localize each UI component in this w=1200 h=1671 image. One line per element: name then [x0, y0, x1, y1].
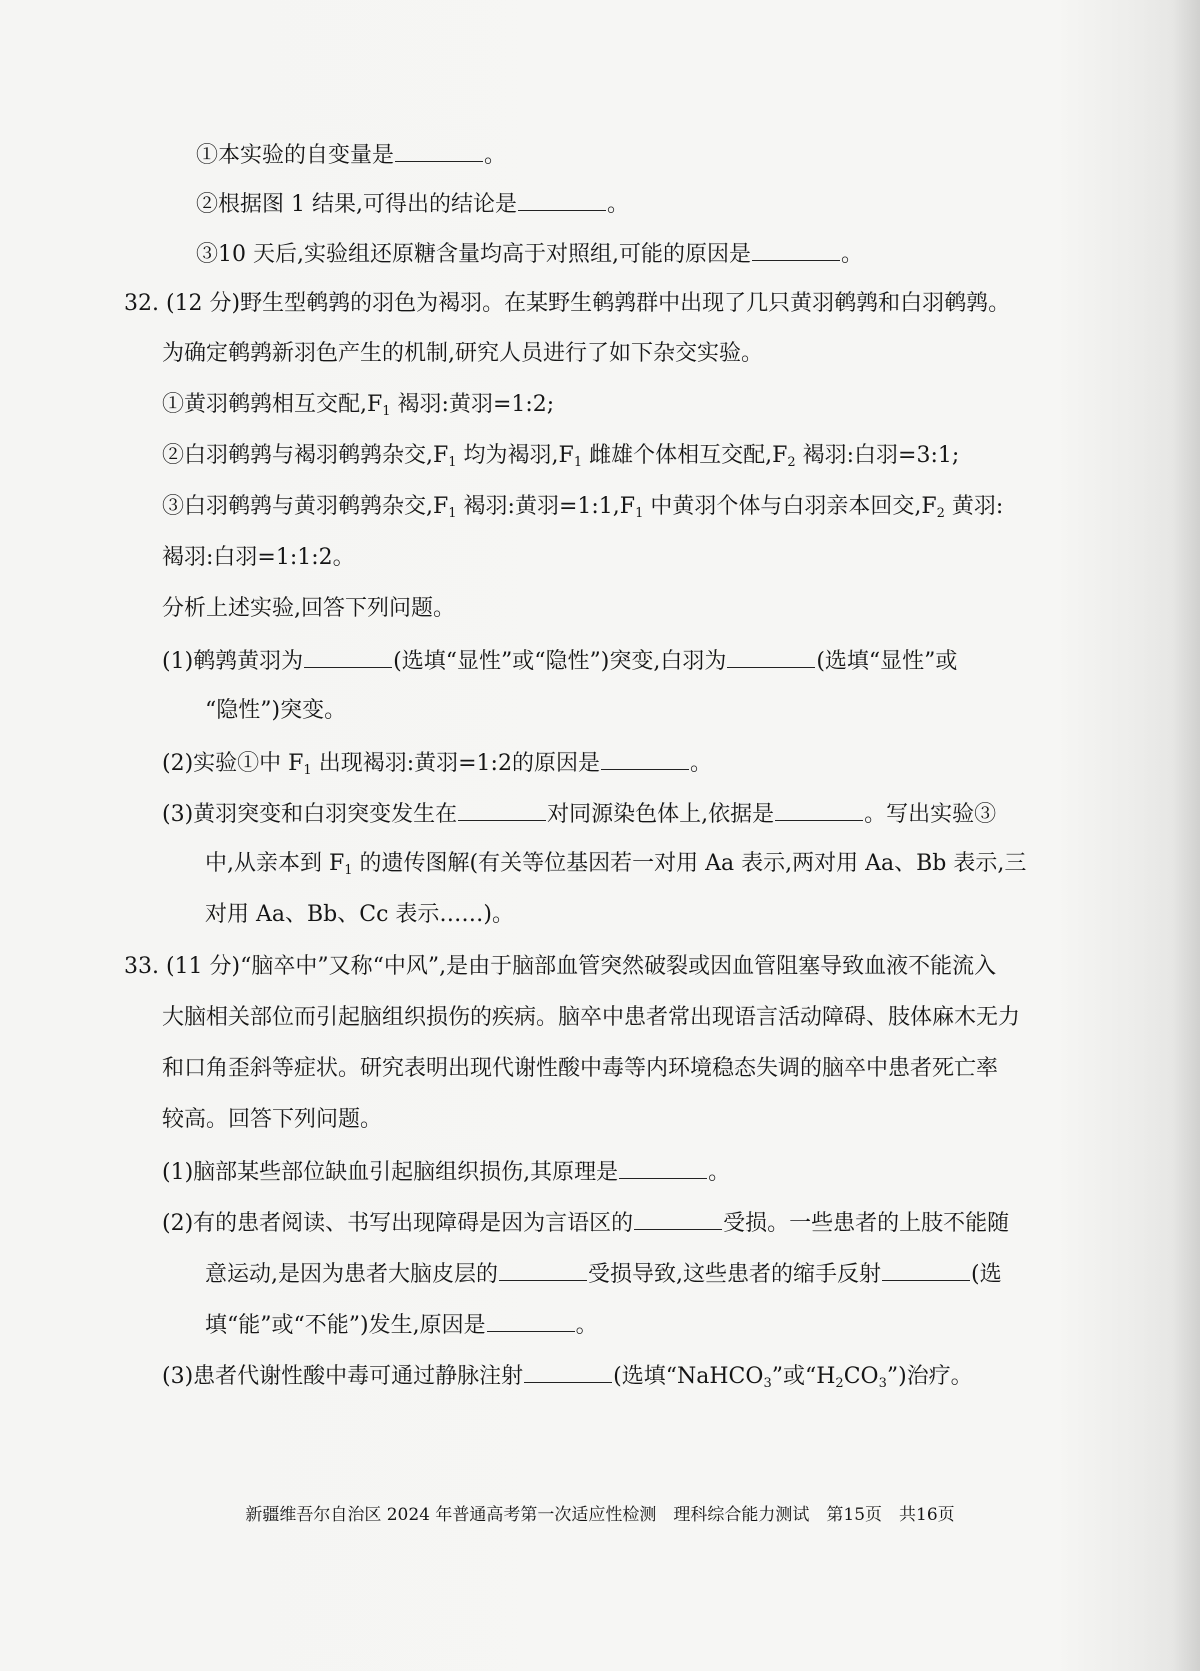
page-edge-shadow [1172, 0, 1200, 1671]
q32-experiment-2: ②白羽鹌鹑与褐羽鹌鹑杂交$,F_1$ 均为褐羽$,F_1$ 雌雄个体相互交配$,F_2$ 褐羽:白羽=3:1; [162, 443, 960, 470]
q32-experiment-3-cont: 褐羽:白羽=1:1:2。 [162, 545, 355, 570]
q32-part3-cont2: 对用 Aa、Bb、Cc 表示……)。 [205, 902, 514, 927]
q33-part3: (3)患者代谢性酸中毒可通过静脉注射 (选填“NaHCO$_3$”或“$H_2CO_3$”)治疗。 [162, 1360, 973, 1390]
q31-sub1: ①本实验的自变量是 。 [196, 139, 506, 169]
answer-blank [458, 798, 546, 821]
q32-part1: (1)鹌鹑黄羽为 (选填“显性”或“隐性”)突变,白羽为 (选填“显性”或 [162, 645, 957, 675]
answer-blank [304, 645, 392, 668]
answer-blank [775, 798, 863, 821]
answer-blank [524, 1360, 612, 1383]
q32-instruction: 分析上述实验,回答下列问题。 [162, 596, 455, 621]
q33-stem-line4: 较高。回答下列问题。 [162, 1107, 383, 1132]
q32-part3-cont1: 中,从亲本到 $F_1$ 的遗传图解(有关等位基因若一对用 Aa 表示,两对用 Aa、Bb 表示,三 [205, 851, 1027, 878]
page-footer: 新疆维吾尔自治区 2024 年普通高考第一次适应性检测 理科综合能力测试 第15页 共16页 [245, 1505, 955, 1525]
answer-blank [499, 1258, 587, 1281]
q32-stem-line1: 32. (12 分)野生型鹌鹑的羽色为褐羽。在某野生鹌鹑群中出现了几只黄羽鹌鹑和白羽鹌鹑。 [124, 291, 1011, 316]
answer-blank [395, 139, 483, 162]
q32-part2: (2)实验①中 $F_1$ 出现褐羽:黄羽=1:2的原因是 。 [162, 747, 712, 777]
q33-stem-line1: 33. (11 分)“脑卒中”又称“中风”,是由于脑部血管突然破裂或因血管阻塞导致血液不能流入 [124, 954, 997, 979]
answer-blank [727, 645, 815, 668]
answer-blank [487, 1309, 575, 1332]
q31-sub2: ②根据图 1 结果,可得出的结论是 。 [196, 188, 629, 218]
answer-blank [601, 747, 689, 770]
q32-part1-cont: “隐性”)突变。 [205, 698, 347, 723]
q33-part2-cont2: 填“能”或“不能”)发生,原因是 。 [205, 1309, 598, 1339]
q33-stem-line2: 大脑相关部位而引起脑组织损伤的疾病。脑卒中患者常出现语言活动障碍、肢体麻木无力 [162, 1005, 1021, 1030]
q33-part1: (1)脑部某些部位缺血引起脑组织损伤,其原理是 。 [162, 1156, 730, 1186]
answer-blank [752, 238, 840, 261]
q32-experiment-3: ③白羽鹌鹑与黄羽鹌鹑杂交$,F_1$ 褐羽:黄羽$=1:1,F_1$ 中黄羽个体与白羽亲本回交$,F_2$ 黄羽: [162, 494, 1004, 521]
answer-blank [518, 188, 606, 211]
answer-blank [634, 1207, 722, 1230]
answer-blank [619, 1156, 707, 1179]
q31-sub3: ③10 天后,实验组还原糖含量均高于对照组,可能的原因是 。 [196, 238, 863, 268]
q32-experiment-1: ①黄羽鹌鹑相互交配$,F_1$ 褐羽:黄羽=1:2; [162, 392, 555, 419]
q32-part3: (3)黄羽突变和白羽突变发生在 对同源染色体上,依据是 。写出实验③ [162, 798, 996, 828]
q33-part2: (2)有的患者阅读、书写出现障碍是因为言语区的 受损。一些患者的上肢不能随 [162, 1207, 1009, 1237]
q33-stem-line3: 和口角歪斜等症状。研究表明出现代谢性酸中毒等内环境稳态失调的脑卒中患者死亡率 [162, 1056, 999, 1081]
q33-part2-cont1: 意运动,是因为患者大脑皮层的 受损导致,这些患者的缩手反射 (选 [205, 1258, 1002, 1288]
answer-blank [882, 1258, 970, 1281]
q32-stem-line2: 为确定鹌鹑新羽色产生的机制,研究人员进行了如下杂交实验。 [162, 341, 763, 366]
